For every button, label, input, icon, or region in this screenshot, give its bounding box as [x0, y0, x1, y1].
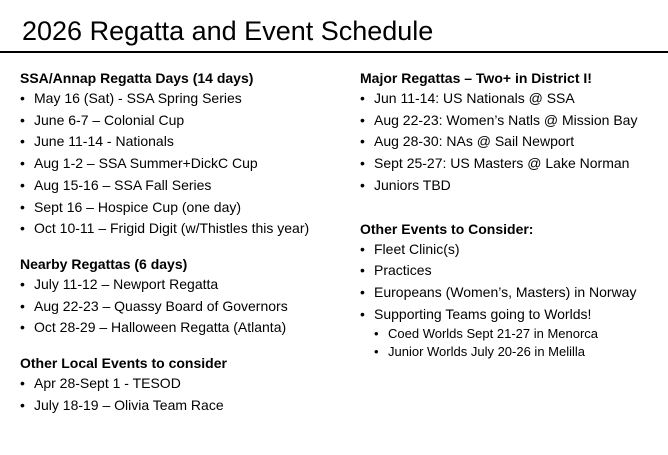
list-item: • Fleet Clinic(s)	[360, 239, 665, 261]
ssa-regatta-heading: SSA/Annap Regatta Days (14 days)	[20, 70, 254, 86]
local-events-heading: Other Local Events to consider	[20, 355, 227, 372]
list-item: • Oct 28-29 – Halloween Regatta (Atlanta)	[20, 317, 350, 339]
title-divider	[0, 51, 668, 53]
other-events-section	[360, 219, 665, 361]
list-item: • Supporting Teams going to Worlds!	[360, 304, 665, 326]
sub-list-item: • Junior Worlds July 20-26 in Melilla	[374, 343, 665, 361]
right-column	[360, 68, 665, 374]
page-title: 2026 Regatta and Event Schedule	[22, 16, 434, 46]
major-regattas-section	[360, 68, 665, 197]
list-item: • July 18-19 – Olivia Team Race	[20, 395, 350, 417]
local-events-section	[20, 353, 350, 416]
list-item: • Sept 25-27: US Masters @ Lake Norman	[360, 153, 665, 175]
list-item: • Juniors TBD	[360, 175, 665, 197]
left-column	[20, 68, 350, 430]
list-item: • Sept 16 – Hospice Cup (one day)	[20, 197, 350, 219]
nearby-regattas-section	[20, 254, 350, 339]
list-item: • Aug 22-23 – Quassy Board of Governors	[20, 296, 350, 318]
list-item: • Apr 28-Sept 1 - TESOD	[20, 373, 350, 395]
nearby-regattas-heading: Nearby Regattas (6 days)	[20, 255, 188, 272]
list-item: • Practices	[360, 260, 665, 282]
ssa-regatta-list	[20, 88, 350, 240]
list-item: • Aug 1-2 – SSA Summer+DickC Cup	[20, 153, 350, 175]
other-events-list	[360, 239, 665, 326]
nearby-regattas-list	[20, 274, 350, 339]
other-events-heading: Other Events to Consider:	[360, 220, 534, 237]
list-item: • Aug 22-23: Women’s Natls @ Mission Bay	[360, 110, 665, 132]
list-item: • Aug 15-16 – SSA Fall Series	[20, 175, 350, 197]
ssa-regatta-section	[20, 68, 350, 240]
list-item: • Aug 28-30: NAs @ Sail Newport	[360, 131, 665, 153]
list-item: • Oct 10-11 – Frigid Digit (w/Thistles this year)	[20, 218, 350, 240]
list-item: • June 6-7 – Colonial Cup	[20, 110, 350, 132]
list-item: • Jun 11-14: US Nationals @ SSA	[360, 88, 665, 110]
major-regattas-list	[360, 88, 665, 197]
list-item: • May 16 (Sat) - SSA Spring Series	[20, 88, 350, 110]
list-item: • June 11-14 - Nationals	[20, 131, 350, 153]
sub-list-item: • Coed Worlds Sept 21-27 in Menorca	[374, 325, 665, 343]
list-item: • Europeans (Women’s, Masters) in Norway	[360, 282, 665, 304]
list-item: • July 11-12 – Newport Regatta	[20, 274, 350, 296]
major-regattas-heading: Major Regattas – Two+ in District I!	[360, 70, 592, 86]
worlds-sub-list	[360, 325, 665, 360]
local-events-list	[20, 373, 350, 416]
